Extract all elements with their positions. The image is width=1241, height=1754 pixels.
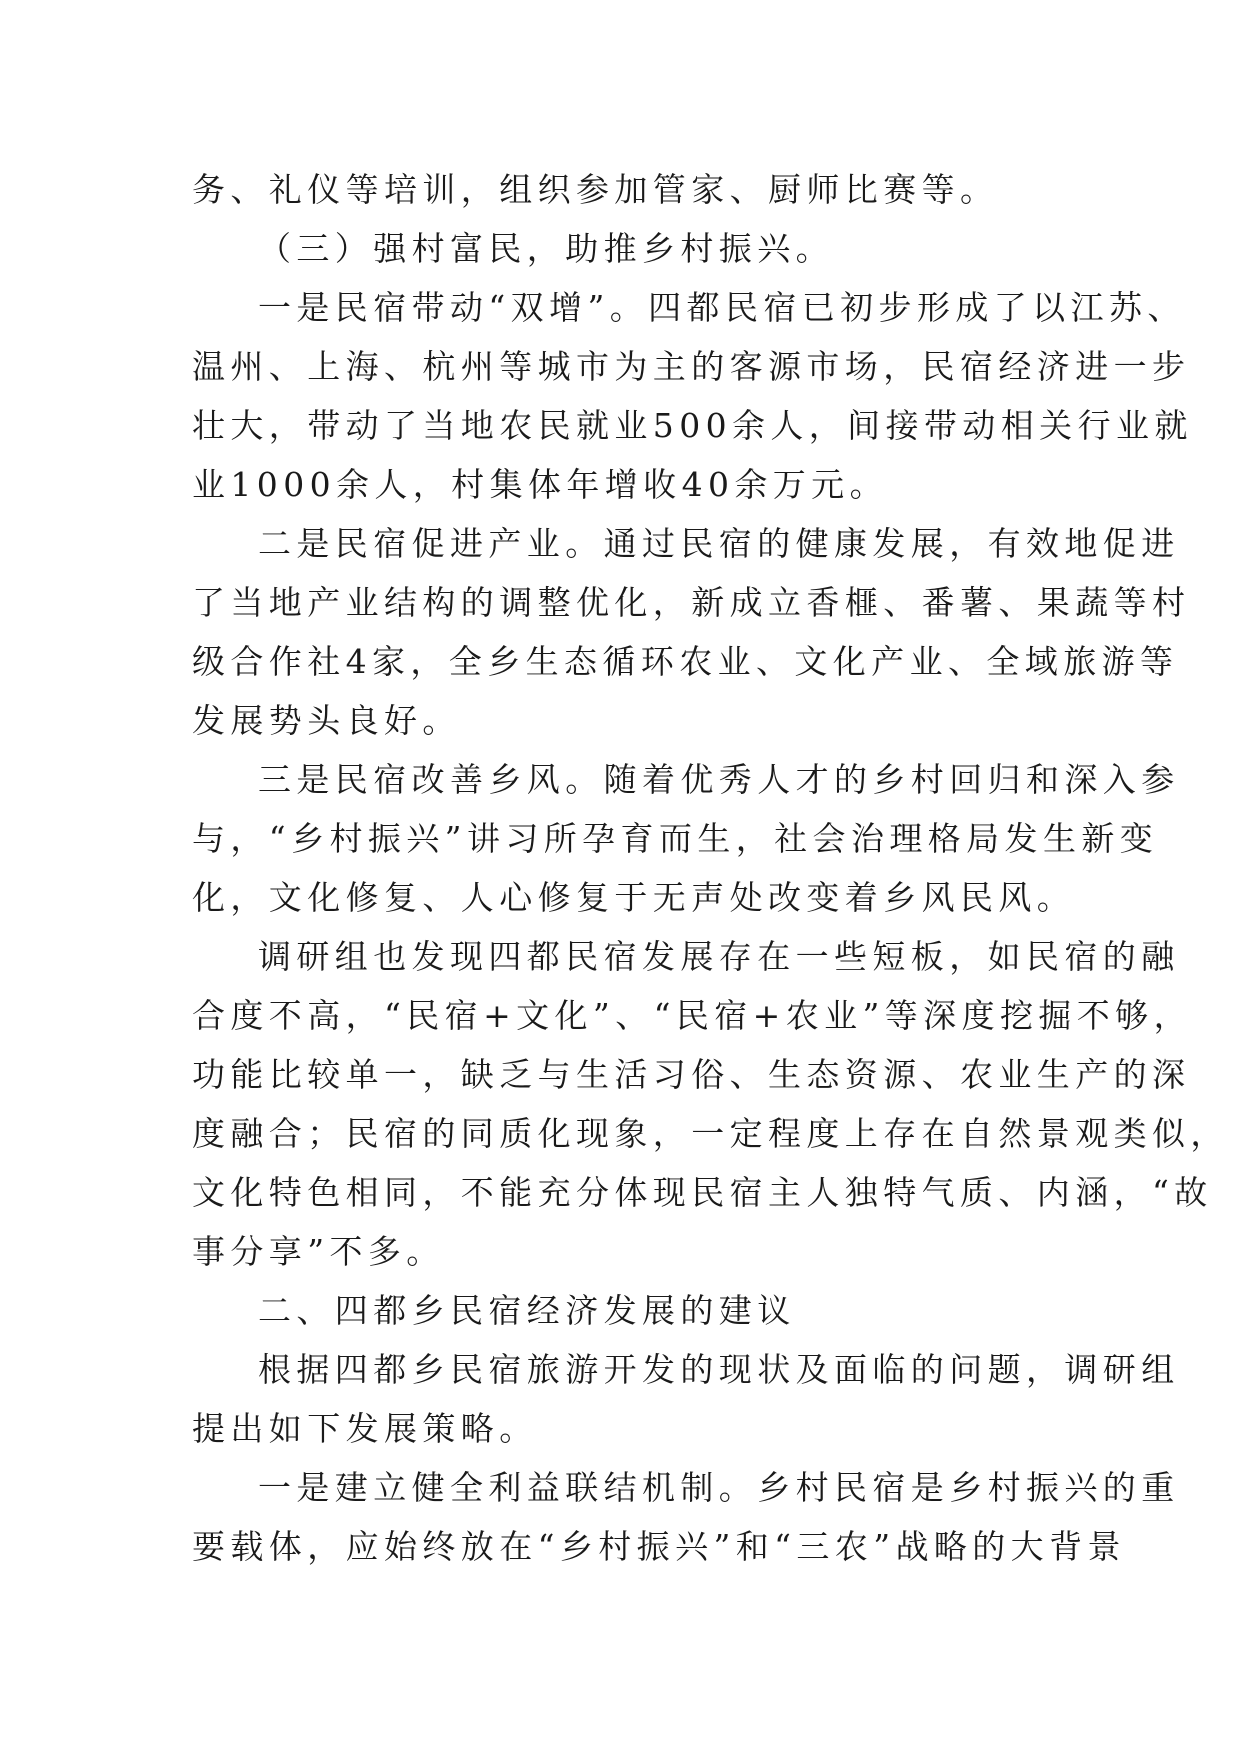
section-heading: （三）强村富民，助推乡村振兴。	[258, 229, 834, 268]
text-line: 化，文化修复、人心修复于无声处改变着乡风民风。	[192, 878, 1076, 917]
text-line: 务、礼仪等培训，组织参加管家、厨师比赛等。	[192, 170, 999, 209]
text-line: 温州、上海、杭州等城市为主的客源市场，民宿经济进一步	[192, 347, 1191, 386]
text-line: 提出如下发展策略。	[192, 1409, 538, 1448]
section-heading: 二、四都乡民宿经济发展的建议	[258, 1291, 796, 1330]
text-line: 功能比较单一，缺乏与生活习俗、生态资源、农业生产的深	[192, 1055, 1191, 1094]
paragraph-first-line: 根据四都乡民宿旅游开发的现状及面临的问题，调研组	[258, 1350, 1180, 1389]
text-line: 事分享”不多。	[192, 1232, 445, 1271]
text-line: 文化特色相同，不能充分体现民宿主人独特气质、内涵，“故	[192, 1173, 1213, 1212]
text-line: 壮大，带动了当地农民就业500余人，间接带动相关行业就	[192, 406, 1193, 445]
paragraph-first-line: 一是建立健全利益联结机制。乡村民宿是乡村振兴的重	[258, 1468, 1180, 1507]
body-text	[192, 160, 1229, 1576]
paragraph-first-line: 一是民宿带动“双增”。四都民宿已初步形成了以江苏、	[258, 288, 1186, 327]
text-line: 发展势头良好。	[192, 701, 461, 740]
text-line: 合度不高，“民宿+文化”、“民宿+农业”等深度挖掘不够，	[192, 996, 1192, 1035]
text-line: 级合作社4家，全乡生态循环农业、文化产业、全域旅游等	[192, 642, 1179, 681]
paragraph-first-line: 调研组也发现四都民宿发展存在一些短板，如民宿的融	[258, 937, 1180, 976]
text-line: 业1000余人，村集体年增收40余万元。	[192, 465, 888, 504]
paragraph-first-line: 二是民宿促进产业。通过民宿的健康发展，有效地促进	[258, 524, 1180, 563]
text-line: 度融合；民宿的同质化现象，一定程度上存在自然景观类似，	[192, 1114, 1229, 1153]
paragraph-first-line: 三是民宿改善乡风。随着优秀人才的乡村回归和深入参	[258, 760, 1180, 799]
text-line: 要载体，应始终放在“乡村振兴”和“三农”战略的大背景	[192, 1527, 1126, 1566]
text-line: 与，“乡村振兴”讲习所孕育而生，社会治理格局发生新变	[192, 819, 1159, 858]
text-line: 了当地产业结构的调整优化，新成立香榧、番薯、果蔬等村	[192, 583, 1191, 622]
